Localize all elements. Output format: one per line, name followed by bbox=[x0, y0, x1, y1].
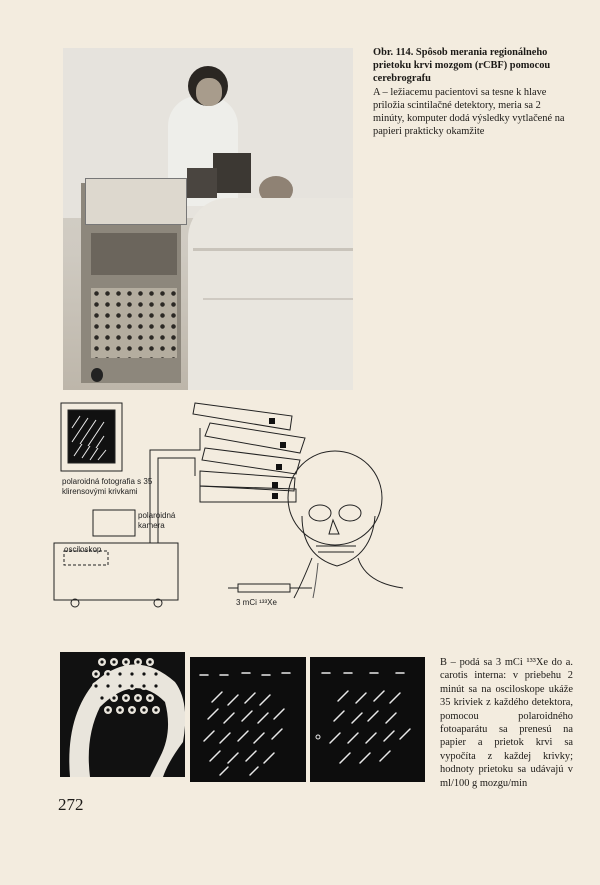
clearance-curves-right bbox=[310, 657, 425, 782]
detector-map-drawing bbox=[60, 652, 185, 777]
caption-a: A – ležiacemu pacientovi sa tesne k hlave priložia scintilačné detektory, meria sa 2 minúty, komputer dodá výsledky vytlačené na papieri prakticky okamžite bbox=[373, 86, 565, 138]
photo-cerebrograph-measurement bbox=[63, 48, 353, 390]
measurement-schematic bbox=[50, 398, 450, 623]
oscilloscope-curves-right bbox=[310, 657, 425, 782]
label-dose: 3 mCi ¹³³Xe bbox=[236, 598, 277, 607]
page-number: 272 bbox=[58, 795, 84, 814]
clearance-curves-left bbox=[190, 657, 306, 782]
brain-detector-map bbox=[60, 652, 185, 777]
schematic-drawing bbox=[50, 398, 450, 623]
patient-figure bbox=[188, 198, 353, 390]
label-oscilloscope: osciloskop bbox=[64, 545, 102, 554]
caption-b: B – podá sa 3 mCi ¹³³Xe do a. carotis interna: v priebehu 2 minút sa na osciloskope ukáže 35 kriviek z každého detektora, pomocou polaroidného fotoaparátu sa prenesú na papier a prietok krvi sa vypočíta z každej krivky; hodnoty prietoku sa udávajú v ml/100 g mozgu/min bbox=[440, 657, 573, 789]
caption-title: Obr. 114. Spôsob merania regionálneho prietoku krvi mozgom (rCBF) pomocou cerebrografu bbox=[373, 47, 551, 85]
label-polaroid-camera: polaroidná kamera bbox=[138, 511, 176, 530]
label-polaroid-photo: polaroidná fotografia s 35 klirensovými krivkami bbox=[62, 477, 153, 496]
figure-caption bbox=[373, 46, 573, 138]
oscilloscope-curves-left bbox=[190, 657, 306, 782]
